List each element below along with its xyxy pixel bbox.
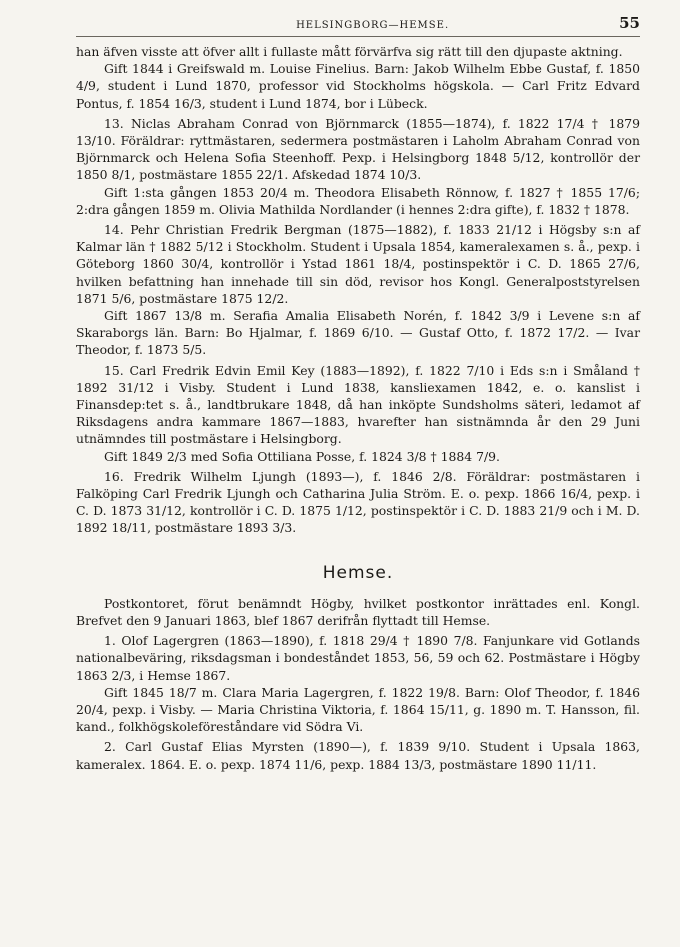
paragraph: Gift 1:sta gången 1853 20/4 m. Theodora Elisabeth Rönnow, f. 1827 † 1855 17/6; 2:dra gången 1859 m. Olivia Mathilda Nordlander (i hennes 2:dra gifte), f. 1832 † 1878. bbox=[76, 184, 640, 217]
running-header bbox=[76, 14, 640, 37]
paragraph: Gift 1867 13/8 m. Serafia Amalia Elisabeth Norén, f. 1842 3/9 i Levene s:n af Skaraborgs län. Barn: Bo Hjalmar, f. 1869 6/10. — Gustaf Otto, f. 1872 17/2. — Ivar Theodor, f. 1873 5/5. bbox=[76, 308, 640, 358]
paragraph: 2. Carl Gustaf Elias Myrsten (1890—), f. 1839 9/10. Student i Upsala 1863, kameralex. 1864. E. o. pexp. 1874 11/6, pexp. 1884 13/3, postmästare 1890 11/11. bbox=[76, 739, 640, 772]
paragraph: 14. Pehr Christian Fredrik Bergman (1875—1882), f. 1833 21/12 i Högsby s:n af Kalmar län † 1882 5/12 i Stockholm. Student i Upsala 1854, kameralexamen s. å., pexp. i Göteborg 1860 30/4, kontrollör i Ystad 1861 18/4, postinspektör i C. D. 1865 27/6, hvilken befattning han innehade till sin död, revisor hos Kongl. Generalpoststyrelsen 1871 5/6, postmästare 1875 12/2. bbox=[76, 222, 640, 306]
hemse-entries bbox=[76, 595, 640, 773]
paragraph: Gift 1845 18/7 m. Clara Maria Lagergren, f. 1822 19/8. Barn: Olof Theodor, f. 1846 20/4, pexp. i Visby. — Maria Christina Viktoria, f. 1864 15/11, g. 1890 m. T. Hansson, fil. kand., folkhögskoleföreståndare vid Södra Vi. bbox=[76, 684, 640, 735]
section-heading: Hemse. bbox=[322, 562, 394, 583]
paragraph: 16. Fredrik Wilhelm Ljungh (1893—), f. 1846 2/8. Föräldrar: postmästaren i Falköping Carl Fredrik Ljungh och Catharina Julia Ström. E. o. pexp. 1866 16/4, pexp. i C. D. 1873 31/12, kontrollör i C. D. 1875 1/12, postinspektör i C. D. 1883 21/9 och i M. D. 1892 18/11, postmästare 1893 3/3. bbox=[76, 468, 640, 536]
running-title: HELSINGBORG—HEMSE. bbox=[296, 20, 450, 31]
paragraph: 1. Olof Lagergren (1863—1890), f. 1818 29/4 † 1890 7/8. Fanjunkare vid Gotlands nationalbeväring, riksdagsman i bondeståndet 1853, 56, 59 och 62. Postmästare i Högby 1863 2/3, i Hemse 1867. bbox=[76, 633, 640, 683]
page-number: 55 bbox=[619, 14, 640, 32]
helsingborg-entries bbox=[76, 43, 640, 537]
paragraph: han äfven visste att öfver allt i fullaste mått förvärfva sig rätt till den djupaste aktning. bbox=[76, 44, 623, 59]
paragraph: 13. Niclas Abraham Conrad von Björnmarck (1855—1874), f. 1822 17/4 † 1879 13/10. Föräldrar: ryttmästaren, sedermera postmästaren i Laholm Abraham Conrad von Björnmarck och Helena Sofia Steenhoff. Pexp. i Helsingborg 1848 5/12, kontrollör der 1850 8/1, postmästare 1855 22/1. Afskedad 1874 10/3. bbox=[76, 115, 640, 183]
paragraph: Gift 1849 2/3 med Sofia Ottiliana Posse, f. 1824 3/8 † 1884 7/9. bbox=[104, 448, 500, 464]
paragraph: Postkontoret, förut benämndt Högby, hvilket postkontor inrättades enl. Kongl. Brefvet den 9 Januari 1863, blef 1867 derifrån flyttadt till Hemse. bbox=[76, 595, 640, 628]
paragraph: 15. Carl Fredrik Edvin Emil Key (1883—1892), f. 1822 7/10 i Eds s:n i Småland † 1892 31/12 i Visby. Student i Lund 1838, kansliexamen 1842, e. o. kanslist i Finansdep:tet s. å., landtbrukare 1848, då han inköpte Sundsholms säteri, ledamot af Riksdagens andra kammare 1867—1883, hvarefter han sistnämnda år den 29 Juni utnämndes till postmästare i Helsingborg. bbox=[76, 362, 640, 447]
paragraph: Gift 1844 i Greifswald m. Louise Finelius. Barn: Jakob Wilhelm Ebbe Gustaf, f. 1850 4/9, student i Lund 1870, professor vid Stockholms högskola. — Carl Fritz Edvard Pontus, f. 1854 16/3, student i Lund 1874, bor i Lübeck. bbox=[76, 61, 640, 111]
